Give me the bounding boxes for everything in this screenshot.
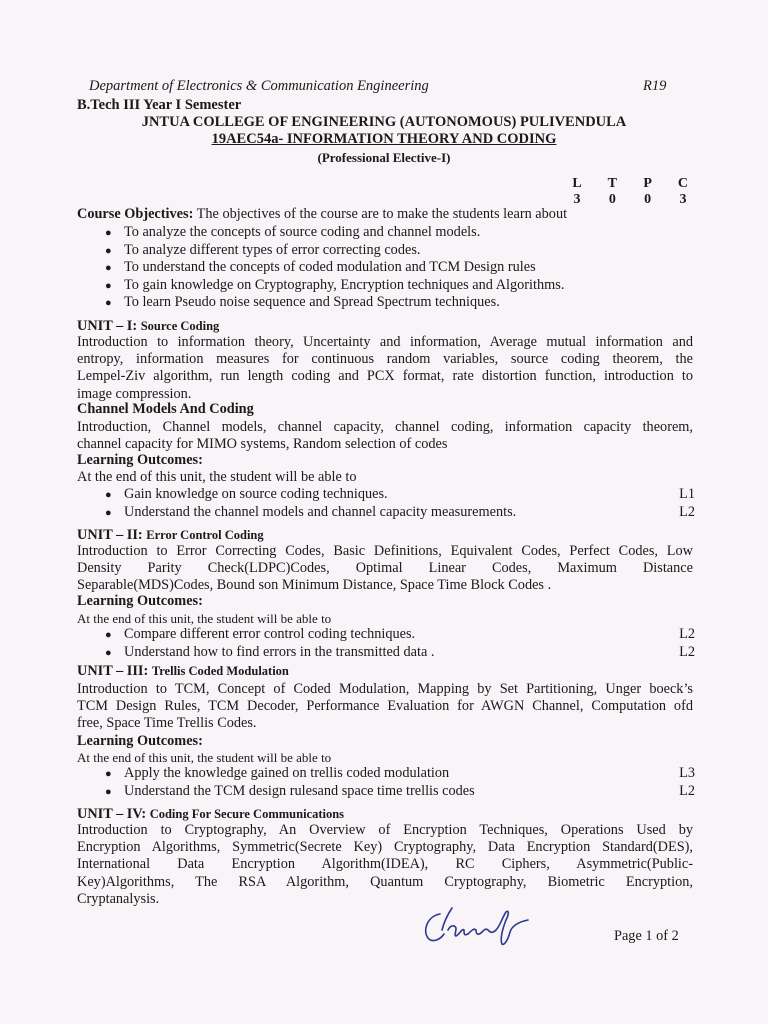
objectives-intro — [77, 206, 693, 223]
list-item: ● Understand the channel models and channel capacity measurements. L2 — [105, 503, 695, 520]
unit-2-heading: UNIT – II: Error Control Coding — [77, 527, 264, 543]
outcome-level: L2 — [679, 782, 695, 799]
credits-value-t: 0 — [608, 192, 616, 207]
unit-1-outcomes-label: Learning Outcomes: — [77, 452, 203, 468]
unit-3-outcomes-label: Learning Outcomes: — [77, 733, 203, 749]
list-item: ● Gain knowledge on source coding techniques. L1 — [105, 486, 695, 502]
credits-value-l: 3 — [573, 192, 581, 207]
college-name: JNTUA COLLEGE OF ENGINEERING (AUTONOMOUS) PULIVENDULA — [141, 114, 627, 130]
credits-header-l: L — [572, 176, 582, 191]
list-item: ● To gain knowledge on Cryptography, Encryption techniques and Algorithms. — [105, 276, 565, 293]
credits-value-c: 3 — [679, 192, 687, 207]
elective-label: (Professional Elective-I) — [317, 150, 451, 165]
list-item: ● To analyze the concepts of source coding and channel models. — [105, 224, 481, 240]
list-item: ● Compare different error control coding techniques. L2 — [105, 626, 695, 642]
unit-4-heading: UNIT – IV: Coding For Secure Communications — [77, 806, 345, 822]
unit-2-outcomes-list — [105, 626, 695, 661]
objectives-label: Course Objectives: — [77, 206, 194, 222]
objectives-list — [105, 224, 695, 312]
unit-3-outcomes-list — [105, 765, 695, 800]
credits-header-c: C — [677, 176, 689, 191]
credits-header-t: T — [607, 176, 617, 191]
list-item: ● To understand the concepts of coded modulation and TCM Design rules — [105, 259, 536, 275]
unit-1-outcomes-list — [105, 486, 695, 521]
page-number: Page 1 of 2 — [614, 928, 679, 944]
course-title: 19AEC54a- INFORMATION THEORY AND CODING — [211, 131, 557, 147]
unit-2-body: Introduction to Error Correcting Codes, Basic Definitions, Equivalent Codes, Perfect Codes, Low Density Parity Check(LDPC)Codes, Optimal Linear Codes, Maximum Distance Separable(MDS)Codes, Bound son Minimum Distance, Space Time Block Codes . — [77, 543, 693, 594]
unit-4-body: Introduction to Cryptography, An Overview of Encryption Techniques, Operations Used by Encryption Algorithms, Symmetric(Secrete Key) Cryptography, Data Encryption Standard(DES), International Data Encryption Algorithm(IDEA), RC Ciphers, Asymmetric(Public- Key)Algorithms, The RSA Algorithm, Quantum Cryptography, Biometric Encryption, Cryptanalysis. — [77, 822, 693, 907]
list-item: ● Understand the TCM design rulesand space time trellis codes L2 — [105, 782, 695, 799]
credits-value-p: 0 — [644, 192, 652, 207]
list-item: ● Apply the knowledge gained on trellis coded modulation L3 — [105, 765, 695, 781]
unit-2-outcomes-intro: At the end of this unit, the student will be able to — [77, 611, 332, 626]
objectives-intro-text: The objectives of the course are to make the students learn about — [196, 206, 568, 222]
handwritten-signature — [418, 900, 538, 950]
unit-1-body-2: Introduction, Channel models, channel capacity, channel coding, information capacity theorem, channel capacity for MIMO systems, Random selection of codes — [77, 419, 693, 453]
list-item: ● Understand how to find errors in the transmitted data . L2 — [105, 643, 695, 660]
unit-3-body: Introduction to TCM, Concept of Coded Modulation, Mapping by Set Partitioning, Unger boeck’s TCM Design Rules, TCM Decoder, Performance Evaluation for AWGN Channel, Computation ofd free, Space Time Trellis Codes. — [77, 681, 693, 732]
semester-label: B.Tech III Year I Semester — [77, 97, 242, 113]
credits-header-row — [570, 176, 690, 192]
unit-1-heading: UNIT – I: Source Coding — [77, 318, 220, 334]
regulation-code: R19 — [643, 78, 667, 94]
unit-1-subheading: Channel Models And Coding — [77, 401, 254, 417]
department-name: Department of Electronics & Communication Engineering — [89, 78, 429, 94]
unit-1-body: Introduction to information theory, Uncertainty and information, Average mutual information and entropy, information measures for continuous random variables, source coding theorem, the Lempel-Ziv algorithm, run length coding and PCX format, rate distortion function, introduction to image compression. — [77, 334, 693, 402]
outcome-level: L2 — [679, 626, 695, 642]
credits-header-p: P — [643, 176, 652, 191]
unit-1-outcomes-intro: At the end of this unit, the student will be able to — [77, 469, 357, 485]
outcome-level: L1 — [679, 486, 695, 502]
outcome-level: L3 — [679, 765, 695, 781]
unit-3-outcomes-intro: At the end of this unit, the student will be able to — [77, 750, 332, 765]
outcome-level: L2 — [679, 503, 695, 520]
list-item: ● To learn Pseudo noise sequence and Spread Spectrum techniques. — [105, 294, 500, 310]
unit-2-outcomes-label: Learning Outcomes: — [77, 593, 203, 609]
outcome-level: L2 — [679, 643, 695, 660]
list-item: ● To analyze different types of error correcting codes. — [105, 241, 421, 258]
unit-3-heading: UNIT – III: Trellis Coded Modulation — [77, 663, 289, 679]
